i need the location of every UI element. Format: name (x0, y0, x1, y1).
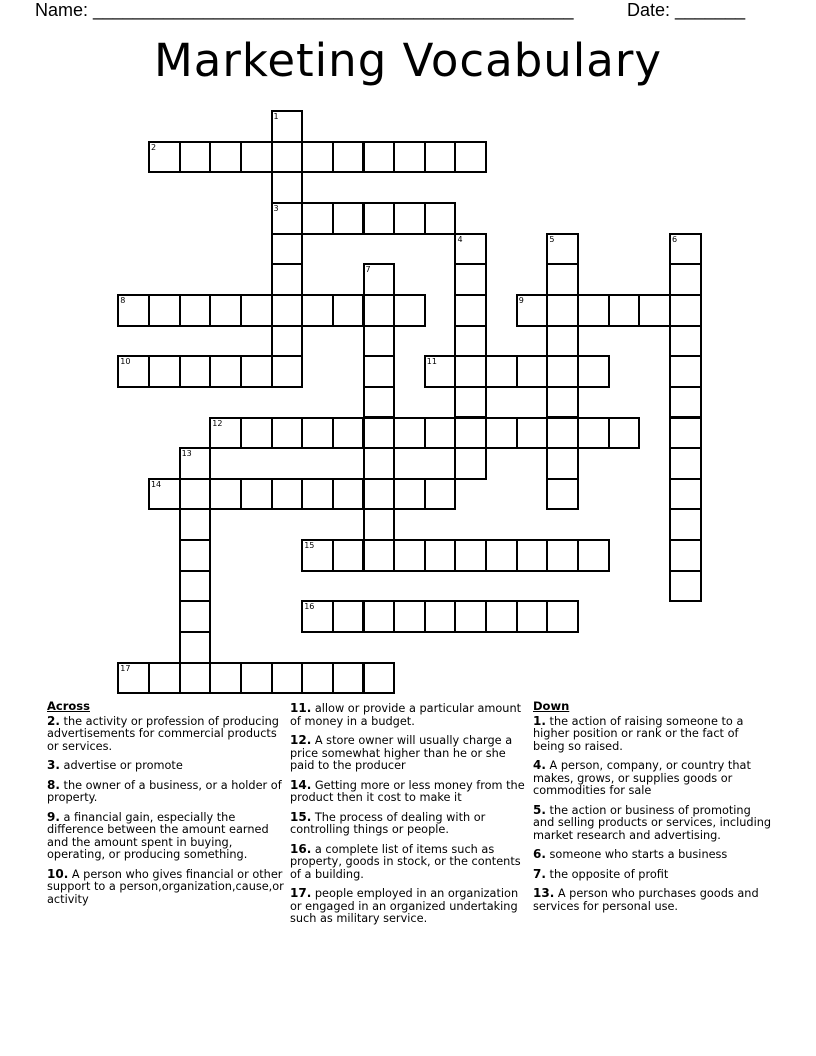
grid-cell[interactable] (117, 662, 150, 695)
grid-cell[interactable] (271, 417, 304, 450)
clue-text: allow or provide a particular amount of money in a budget. (290, 702, 522, 728)
across-clues-col1 (47, 700, 287, 912)
grid-cell[interactable] (485, 539, 518, 572)
grid-cell[interactable] (454, 233, 487, 266)
grid-cell[interactable] (577, 355, 610, 388)
grid-cell[interactable] (332, 294, 365, 327)
clue-number: 8. (47, 777, 60, 792)
clue-number: 12. (290, 733, 312, 747)
grid-cell[interactable] (669, 478, 702, 511)
grid-cell[interactable] (148, 294, 181, 327)
grid-cell[interactable] (424, 417, 457, 450)
grid-cell[interactable] (454, 355, 487, 388)
cell-number: 9 (518, 295, 524, 305)
clue-across (47, 715, 287, 754)
clue-number: 6. (533, 847, 546, 861)
grid-cell[interactable] (332, 539, 365, 572)
clue-text: A person, company, or country that makes, grows, or supplies goods or commodities for sale (533, 759, 751, 797)
grid-cell[interactable] (332, 141, 365, 174)
grid-cell[interactable] (209, 662, 242, 695)
clue-text: a complete list of items such as property, goods in stock, or the contents of a building. (290, 842, 521, 881)
cell-number: 14 (150, 479, 162, 489)
clue-across (290, 887, 530, 926)
cell-number: 17 (120, 663, 131, 673)
clue-down (533, 868, 773, 882)
grid-cell[interactable] (271, 141, 304, 174)
grid-cell[interactable] (454, 294, 487, 327)
grid-cell[interactable] (393, 141, 426, 174)
grid-cell[interactable] (179, 141, 212, 174)
clue-across (290, 779, 530, 805)
cell-number: 10 (120, 357, 131, 367)
grid-cell[interactable] (301, 600, 334, 633)
grid-cell[interactable] (332, 417, 365, 450)
grid-cell[interactable] (577, 539, 610, 572)
across-heading: Across (47, 699, 90, 713)
grid-cell[interactable] (209, 417, 242, 450)
grid-cell[interactable] (271, 662, 304, 695)
grid-cell[interactable] (393, 478, 426, 511)
clue-text: advertise or promote (63, 759, 183, 772)
grid-cell[interactable] (393, 600, 426, 633)
clue-text: the opposite of profit (549, 867, 669, 881)
grid-cell[interactable] (516, 417, 549, 450)
grid-cell[interactable] (179, 539, 212, 572)
grid-cell[interactable] (332, 478, 365, 511)
grid-cell[interactable] (117, 294, 150, 327)
page-title: Marketing Vocabulary (153, 34, 662, 87)
grid-cell[interactable] (363, 417, 396, 450)
grid-cell[interactable] (179, 447, 212, 480)
grid-cell[interactable] (271, 110, 304, 143)
grid-cell[interactable] (148, 662, 181, 695)
grid-cell[interactable] (546, 325, 579, 358)
grid-cell[interactable] (301, 294, 334, 327)
grid-cell[interactable] (454, 417, 487, 450)
grid-cell[interactable] (179, 631, 212, 664)
cell-number: 4 (457, 234, 463, 244)
grid-cell[interactable] (209, 294, 242, 327)
grid-cell[interactable] (301, 202, 334, 235)
cell-number: 3 (273, 203, 279, 213)
grid-cell[interactable] (546, 294, 579, 327)
grid-cell[interactable] (546, 417, 579, 450)
cell-number: 16 (304, 602, 315, 612)
cell-number: 1 (273, 112, 279, 121)
grid-cell[interactable] (301, 662, 334, 695)
clue-number: 4. (533, 758, 546, 772)
grid-cell[interactable] (179, 355, 212, 388)
grid-cell[interactable] (669, 233, 702, 266)
grid-cell[interactable] (424, 355, 457, 388)
grid-cell[interactable] (179, 570, 212, 603)
grid-cell[interactable] (669, 263, 702, 296)
grid-cell[interactable] (301, 141, 334, 174)
clue-number: 3. (47, 758, 60, 772)
cell-number: 6 (672, 234, 678, 244)
clue-text: A store owner will usually charge a price somewhat higher than he or she paid to the producer (290, 734, 513, 772)
grid-cell[interactable] (301, 478, 334, 511)
clue-number: 17. (290, 886, 312, 900)
cell-number: 8 (120, 295, 126, 305)
clue-text: the action or business of promoting and selling products or services, including market research and advertising. (533, 803, 772, 842)
clue-number: 9. (47, 809, 60, 824)
clue-across (47, 868, 287, 907)
grid-cell[interactable] (363, 478, 396, 511)
grid-cell[interactable] (546, 263, 579, 296)
clue-number: 13. (533, 886, 555, 900)
grid-cell[interactable] (271, 325, 304, 358)
clue-across (47, 811, 287, 862)
clue-down (533, 848, 773, 862)
clue-number: 16. (290, 841, 312, 856)
grid-cell[interactable] (363, 141, 396, 174)
clue-text: people employed in an organization or engaged in an organized undertaking such as military service. (290, 887, 519, 925)
grid-cell[interactable] (393, 202, 426, 235)
grid-cell[interactable] (363, 355, 396, 388)
grid-cell[interactable] (546, 355, 579, 388)
clue-number: 15. (290, 809, 312, 824)
grid-cell[interactable] (363, 386, 396, 419)
clue-text: someone who starts a business (549, 848, 728, 861)
grid-cell[interactable] (209, 355, 242, 388)
grid-cell[interactable] (271, 202, 304, 235)
grid-cell[interactable] (148, 355, 181, 388)
grid-cell[interactable] (577, 417, 610, 450)
grid-cell[interactable] (393, 294, 426, 327)
grid-cell[interactable] (363, 600, 396, 633)
clue-across (290, 843, 530, 882)
grid-cell[interactable] (332, 600, 365, 633)
down-clues (533, 700, 773, 919)
cell-number: 15 (304, 541, 315, 551)
clue-across (290, 811, 530, 837)
grid-cell[interactable] (669, 325, 702, 358)
grid-cell[interactable] (669, 355, 702, 388)
grid-cell[interactable] (669, 417, 702, 450)
grid-cell[interactable] (240, 141, 273, 174)
grid-cell[interactable] (179, 662, 212, 695)
grid-cell[interactable] (424, 141, 457, 174)
grid-cell[interactable] (516, 539, 549, 572)
clue-number: 5. (533, 802, 546, 817)
grid-cell[interactable] (546, 600, 579, 633)
grid-cell[interactable] (669, 386, 702, 419)
grid-cell[interactable] (240, 417, 273, 450)
grid-cell[interactable] (516, 294, 549, 327)
grid-cell[interactable] (608, 294, 641, 327)
clue-down (533, 804, 773, 843)
grid-cell[interactable] (669, 294, 702, 327)
grid-cell[interactable] (148, 141, 181, 174)
grid-cell[interactable] (516, 355, 549, 388)
cell-number: 2 (150, 142, 157, 152)
clue-text: a financial gain, especially the difference between the amount earned and the amount spent in buying, operating, or producing something. (47, 810, 269, 861)
grid-cell[interactable] (271, 355, 304, 388)
grid-cell[interactable] (148, 478, 181, 511)
cell-number: 11 (426, 357, 437, 367)
grid-cell[interactable] (240, 355, 273, 388)
grid-cell[interactable] (424, 600, 457, 633)
grid-cell[interactable] (454, 325, 487, 358)
grid-cell[interactable] (393, 539, 426, 572)
grid-cell[interactable] (454, 263, 487, 296)
cell-number: 13 (181, 449, 192, 459)
grid-cell[interactable] (179, 294, 212, 327)
cell-number: 5 (549, 234, 555, 244)
grid-cell[interactable] (516, 600, 549, 633)
grid-cell[interactable] (669, 570, 702, 603)
clue-across (47, 779, 287, 805)
grid-cell[interactable] (546, 386, 579, 419)
grid-cell[interactable] (240, 662, 273, 695)
grid-cell[interactable] (271, 294, 304, 327)
grid-cell[interactable] (393, 417, 426, 450)
grid-cell[interactable] (546, 447, 579, 480)
cell-number: 12 (212, 418, 223, 428)
clue-text: the action of raising someone to a higher position or rank or the fact of being so raised. (533, 714, 744, 753)
clue-number: 2. (47, 713, 60, 728)
grid-cell[interactable] (454, 539, 487, 572)
grid-cell[interactable] (363, 294, 396, 327)
clue-number: 7. (533, 866, 546, 881)
date-field: Date: _______ (627, 0, 746, 20)
grid-cell[interactable] (363, 539, 396, 572)
grid-cell[interactable] (271, 263, 304, 296)
grid-cell[interactable] (485, 417, 518, 450)
grid-cell[interactable] (179, 600, 212, 633)
clue-text: Getting more or less money from the product then it cost to make it (290, 778, 525, 804)
grid-cell[interactable] (424, 478, 457, 511)
clue-text: The process of dealing with or controlling things or people. (290, 810, 486, 836)
clue-number: 11. (290, 701, 312, 715)
grid-cell[interactable] (240, 478, 273, 511)
grid-cell[interactable] (454, 447, 487, 480)
grid-cell[interactable] (271, 478, 304, 511)
clue-text: the activity or profession of producing advertisements for commercial products or services. (47, 714, 279, 753)
clue-text: A person who gives financial or other support to a person,organization,cause,or activity (47, 867, 284, 906)
grid-cell[interactable] (363, 325, 396, 358)
grid-cell[interactable] (577, 294, 610, 327)
clue-across (290, 734, 530, 773)
grid-cell[interactable] (363, 263, 396, 296)
grid-cell[interactable] (363, 447, 396, 480)
grid-cell[interactable] (209, 478, 242, 511)
name-field: Name: ________________________________________________ (35, 0, 574, 20)
grid-cell[interactable] (454, 386, 487, 419)
grid-cell[interactable] (271, 171, 304, 204)
grid-cell[interactable] (608, 417, 641, 450)
down-heading: Down (533, 699, 570, 713)
grid-cell[interactable] (209, 141, 242, 174)
grid-cell[interactable] (301, 539, 334, 572)
clue-down (533, 715, 773, 754)
grid-cell[interactable] (669, 539, 702, 572)
cell-number: 7 (365, 265, 371, 275)
grid-cell[interactable] (332, 202, 365, 235)
clue-across (290, 702, 530, 728)
clue-number: 10. (47, 866, 69, 881)
clue-text: the owner of a business, or a holder of property. (47, 778, 282, 804)
clue-down (533, 759, 773, 798)
grid-cell[interactable] (546, 478, 579, 511)
clue-down (533, 887, 773, 913)
grid-cell[interactable] (485, 355, 518, 388)
grid-cell[interactable] (546, 233, 579, 266)
grid-cell[interactable] (638, 294, 671, 327)
across-clues-col2 (290, 702, 530, 932)
grid-cell[interactable] (363, 202, 396, 235)
grid-cell[interactable] (424, 539, 457, 572)
grid-cell[interactable] (179, 478, 212, 511)
grid-cell[interactable] (301, 417, 334, 450)
grid-cell[interactable] (363, 508, 396, 541)
grid-cell[interactable] (332, 662, 365, 695)
grid-cell[interactable] (454, 141, 487, 174)
grid-cell[interactable] (546, 539, 579, 572)
grid-cell[interactable] (454, 600, 487, 633)
grid-cell[interactable] (240, 294, 273, 327)
grid-cell[interactable] (363, 662, 396, 695)
clue-text: A person who purchases goods and services for personal use. (533, 887, 759, 913)
grid-cell[interactable] (179, 508, 212, 541)
grid-cell[interactable] (424, 202, 457, 235)
grid-cell[interactable] (271, 233, 304, 266)
grid-cell[interactable] (485, 600, 518, 633)
clue-number: 1. (533, 713, 546, 728)
grid-cell[interactable] (117, 355, 150, 388)
grid-cell[interactable] (669, 508, 702, 541)
clue-number: 14. (290, 777, 312, 792)
clue-across (47, 759, 287, 773)
grid-cell[interactable] (669, 447, 702, 480)
